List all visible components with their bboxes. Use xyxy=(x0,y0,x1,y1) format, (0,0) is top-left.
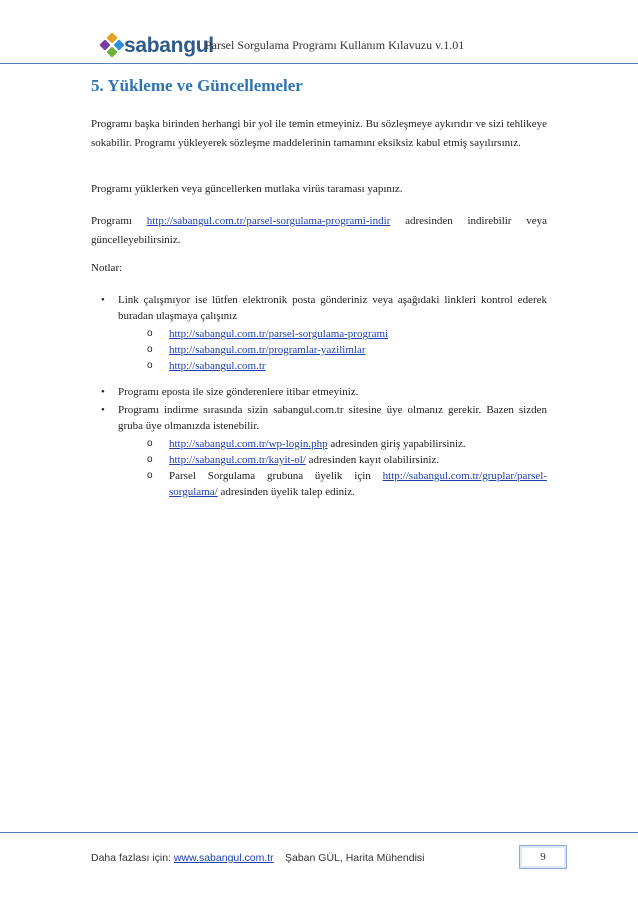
page-number: 9 xyxy=(519,845,567,869)
list-item xyxy=(91,292,547,374)
circle-bullet-icon: o xyxy=(147,344,153,355)
bullet-icon: • xyxy=(101,294,105,306)
sub-list-item xyxy=(118,468,547,500)
link-kayit-ol[interactable]: http://sabangul.com.tr/kayit-ol/ xyxy=(169,454,306,466)
paragraph-agreement: Programı başka birinden herhangi bir yol ile temin etmeyiniz. Bu sözleşmeye aykırıdır ve sizi tehlikeye sokabilir. Programı yükleyerek sözleşme maddelerinin tamamını eksiksiz kabul etmiş sayılırsınız. xyxy=(91,118,547,149)
download-text-post: adresinden indirebilir veya güncelleyebilirsiniz. xyxy=(91,215,547,246)
page-header xyxy=(0,0,638,68)
header-divider xyxy=(0,63,638,64)
sub-item-text: adresinden giriş yapabilirsiniz. xyxy=(327,438,466,450)
download-link[interactable]: http://sabangul.com.tr/parsel-sorgulama-programi-indir xyxy=(146,215,391,227)
footer-divider xyxy=(0,832,638,833)
circle-bullet-icon: o xyxy=(147,360,153,371)
document-title: Parsel Sorgulama Programı Kullanım Kılavuzu v.1.01 xyxy=(205,38,465,52)
sub-list-item xyxy=(118,358,547,374)
footer-more-info xyxy=(91,852,274,864)
circle-bullet-icon: o xyxy=(147,328,153,339)
link-parsel-sorgulama-group[interactable]: http://sabangul.com.tr/gruplar/parsel-sorgulama/ xyxy=(169,470,547,498)
sub-item-text-pre: Parsel Sorgulama grubuna üyelik için xyxy=(169,470,383,482)
paragraph-download xyxy=(91,212,547,250)
bullet-icon: • xyxy=(101,386,105,398)
note-text-membership: Programı indirme sırasında sizin sabangul.com.tr sitesine üye olmanız gerekir. Bazen sizden gruba üye olmanızda istenebilir. xyxy=(118,404,547,432)
notes-list-1 xyxy=(91,292,547,376)
list-item xyxy=(91,402,547,500)
note-text-link-broken: Link çalışmıyor ise lütfen elektronik posta gönderiniz veya aşağıdaki linkleri kontrol ederek buradan ulaşmaya çalışınız xyxy=(118,294,547,322)
list-item xyxy=(91,384,547,400)
download-text-pre: Programı xyxy=(91,215,147,227)
circle-bullet-icon: o xyxy=(147,470,153,481)
logo-text: sabangul xyxy=(124,34,214,57)
bullet-icon: • xyxy=(101,404,105,416)
sub-list-item xyxy=(118,436,547,452)
paragraph-virus-scan: Programı yüklerken veya güncellerken mutlaka virüs taraması yapınız. xyxy=(91,183,403,195)
sub-item-text: adresinden kayıt olabilirsiniz. xyxy=(305,454,440,466)
footer-author: Şaban GÜL, Harita Mühendisi xyxy=(285,852,425,864)
link-parsel-sorgulama-programi[interactable]: http://sabangul.com.tr/parsel-sorgulama-programi xyxy=(169,328,389,340)
sub-list-item xyxy=(118,452,547,468)
sub-item-text: adresinden üyelik talep ediniz. xyxy=(217,486,355,498)
circle-bullet-icon: o xyxy=(147,454,153,465)
notes-list-2 xyxy=(91,384,547,502)
link-sabangul-home[interactable]: http://sabangul.com.tr xyxy=(169,360,266,372)
sub-list-links xyxy=(118,326,547,374)
link-programlar-yazilimlar[interactable]: http://sabangul.com.tr/programlar-yazilimlar xyxy=(169,344,366,356)
footer-website-link[interactable]: www.sabangul.com.tr xyxy=(173,852,274,864)
section-heading: 5. Yükleme ve Güncellemeler xyxy=(91,76,303,95)
notes-label: Notlar: xyxy=(91,262,123,274)
sub-list-item xyxy=(118,342,547,358)
sub-list-membership xyxy=(118,436,547,500)
footer-prefix: Daha fazlası için: xyxy=(91,852,174,864)
note-text-email: Programı eposta ile size gönderenlere itibar etmeyiniz. xyxy=(118,386,359,398)
link-wp-login[interactable]: http://sabangul.com.tr/wp-login.php xyxy=(169,438,328,450)
circle-bullet-icon: o xyxy=(147,438,153,449)
sub-list-item xyxy=(118,326,547,342)
